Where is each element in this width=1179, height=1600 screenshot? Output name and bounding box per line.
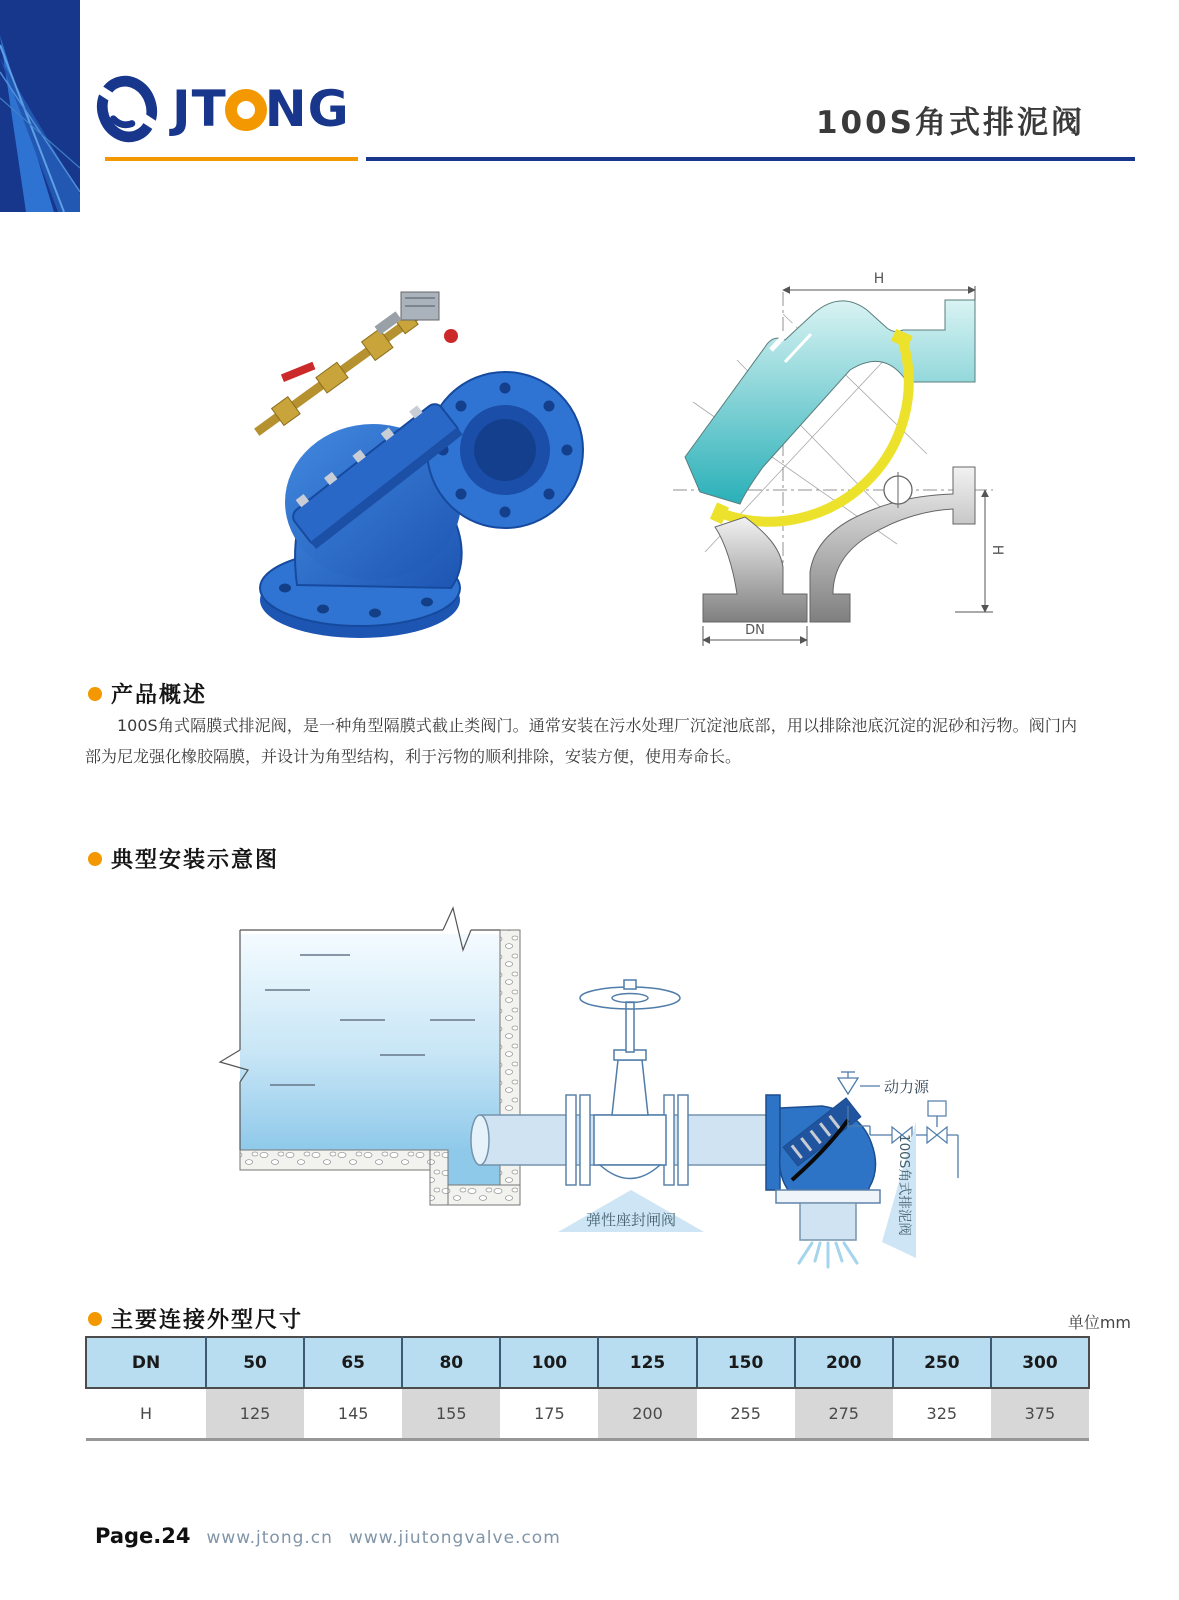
table-header-cell: 250 — [893, 1337, 991, 1388]
table-header-cell: 50 — [206, 1337, 304, 1388]
section-overview-heading — [88, 678, 207, 709]
dim-label-dn: DN — [745, 623, 765, 638]
logo-wordmark — [172, 80, 350, 138]
section-dimensions-heading — [88, 1303, 303, 1334]
table-header-cell: 80 — [402, 1337, 500, 1388]
table-header-cell: 200 — [795, 1337, 893, 1388]
page-number: Page.24 — [95, 1524, 191, 1548]
section-install-heading — [88, 843, 279, 874]
table-cell: H — [86, 1388, 206, 1440]
website-link-jtong[interactable]: www.jtong.cn — [206, 1528, 333, 1548]
page-title: 100S角式排泥阀 — [815, 105, 1085, 141]
overview-paragraph: 100S角式隔膜式排泥阀，是一种角型隔膜式截止类阀门。通常安装在污水处理厂沉淀池底部，用以排除池底沉淀的泥砂和污物。阀门内部为尼龙强化橡胶隔膜，并设计为角型结构，利于污物的顺利排除，安装方便，使用寿命长。 — [85, 716, 1077, 767]
jtong-swirl-icon — [92, 74, 162, 144]
angle-valve-photo-illustration — [205, 240, 595, 650]
table-header-cell: 150 — [697, 1337, 795, 1388]
dim-label-h-right: H — [989, 544, 1005, 556]
angle-valve-label: 100S角式排泥阀 — [896, 1134, 912, 1236]
table-header-cell: 65 — [304, 1337, 402, 1388]
overview-title: 产品概述 — [111, 683, 208, 708]
logo-jt: JT — [172, 80, 227, 138]
table-cell: 155 — [402, 1388, 500, 1440]
table-header-cell: 125 — [598, 1337, 696, 1388]
corner-rays-graphic — [0, 0, 80, 212]
table-cell: 145 — [304, 1388, 402, 1440]
table-cell: 200 — [598, 1388, 696, 1440]
header-rule-blue — [366, 157, 1135, 161]
table-cell: 275 — [795, 1388, 893, 1440]
dimensions-table — [85, 1336, 1090, 1441]
unit-label: 单位mm — [1067, 1313, 1131, 1332]
dim-label-h-top: H — [873, 271, 885, 287]
logo-letter-o — [225, 89, 267, 131]
table-header-cell: 300 — [991, 1337, 1089, 1388]
table-header-row — [86, 1337, 1089, 1388]
orange-bullet-icon — [88, 852, 102, 866]
table-cell: 375 — [991, 1388, 1089, 1440]
page-footer — [95, 1524, 561, 1548]
logo-ng: NG — [264, 80, 350, 138]
table-cell: 125 — [206, 1388, 304, 1440]
gate-valve-label: 弹性座封闸阀 — [585, 1211, 677, 1229]
dimensions-title: 主要连接外型尺寸 — [111, 1308, 304, 1333]
table-header-cell: 100 — [500, 1337, 598, 1388]
installation-schematic — [180, 880, 1150, 1280]
orange-bullet-icon — [88, 1312, 102, 1326]
power-source-label: 动力源 — [884, 1078, 930, 1096]
company-logo — [92, 74, 350, 144]
table-header-cell: DN — [86, 1337, 206, 1388]
install-title: 典型安装示意图 — [111, 848, 280, 873]
installation-diagram — [180, 880, 1150, 1280]
valve-section-drawing — [645, 252, 1140, 652]
table-cell: 175 — [500, 1388, 598, 1440]
orange-bullet-icon — [88, 687, 102, 701]
table-data-row — [86, 1388, 1089, 1440]
product-photo — [205, 240, 595, 650]
website-link-jiutongvalve[interactable]: www.jiutongvalve.com — [348, 1528, 561, 1548]
header-rule-orange — [105, 157, 358, 161]
corner-decoration — [0, 0, 80, 212]
table-cell: 325 — [893, 1388, 991, 1440]
table-cell: 255 — [697, 1388, 795, 1440]
technical-drawing — [645, 252, 1140, 652]
